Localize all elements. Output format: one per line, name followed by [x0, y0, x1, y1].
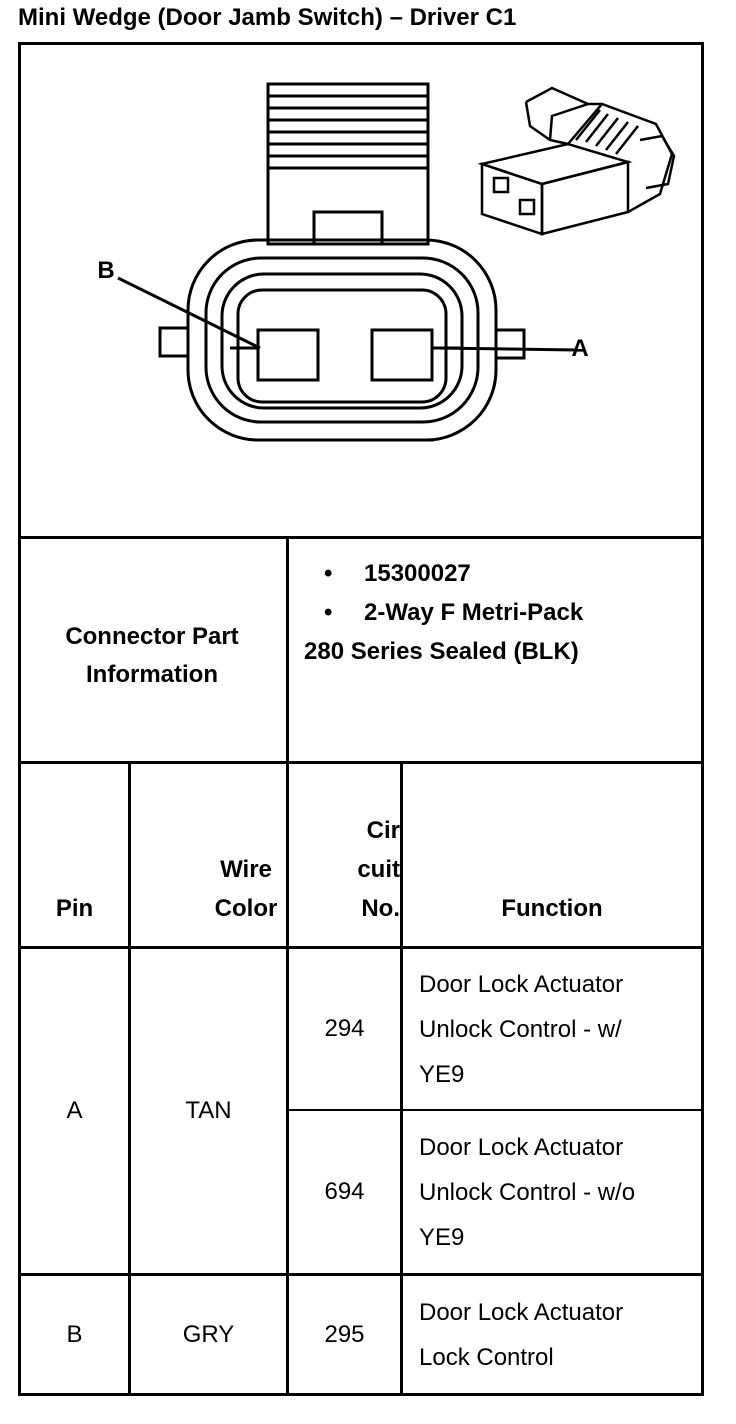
- row-a1-circuit: 294: [324, 1015, 365, 1042]
- part-number: 15300027: [364, 560, 471, 587]
- row-b-wire-color: GRY: [182, 1320, 235, 1348]
- table-border-bottom: [18, 1393, 704, 1396]
- header-circuit-line3: No.: [361, 895, 400, 922]
- header-wire-color: [131, 764, 286, 946]
- row-a-pin: A: [66, 1097, 83, 1124]
- header-function: Function: [501, 895, 603, 922]
- description-item: • 2-Way F Metri-Pack: [304, 593, 583, 632]
- row-b-pin: B: [66, 1320, 83, 1348]
- header-circuit: [289, 764, 400, 946]
- header-wire-color-text: Wire Color: [214, 856, 278, 922]
- header-pin: Pin: [55, 895, 94, 922]
- connector-diagram: [20, 44, 702, 536]
- rule-diagram: [18, 536, 704, 539]
- pin-label-b: B: [97, 257, 115, 284]
- connector-info-label: Connector Part Information: [65, 623, 239, 688]
- row-a-wire-color: TAN: [185, 1097, 232, 1124]
- page-title: Mini Wedge (Door Jamb Switch) – Driver C1: [18, 4, 517, 31]
- header-circuit-line1: Cir: [366, 817, 400, 844]
- connector-table: [18, 42, 704, 1396]
- row-a2-function: Door Lock Actuator Unlock Control - w/o YE9: [419, 1133, 636, 1251]
- part-number-item: • 15300027: [304, 554, 583, 593]
- header-circuit-line2: cuit: [357, 856, 400, 883]
- connector-info-details: [304, 554, 583, 671]
- description-line1: 2-Way F Metri-Pack: [364, 599, 584, 626]
- pin-label-a: A: [571, 335, 589, 362]
- row-b-circuit: 295: [324, 1320, 365, 1348]
- row-a1-function: Door Lock Actuator Unlock Control - w/ YE9: [419, 970, 624, 1088]
- row-b-function: Door Lock Actuator Lock Control: [419, 1298, 624, 1371]
- row-a2-circuit: 694: [324, 1178, 365, 1205]
- description-line2: 280 Series Sealed (BLK): [304, 638, 579, 665]
